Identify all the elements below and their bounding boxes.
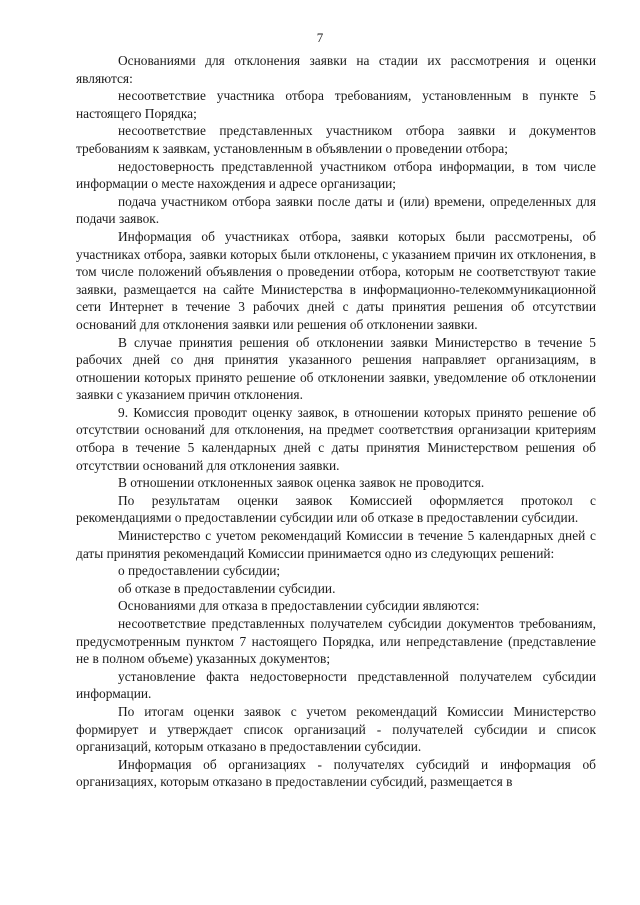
paragraph-recipients-publication: Информация об организациях - получателях субсидий и информация об организациях, которым отказано в предоставлении субсидий, размещается в <box>76 756 596 790</box>
paragraph-rejection-ground-4: подача участником отбора заявки после даты и (или) времени, определенных для подачи заявок. <box>76 193 596 227</box>
paragraph-ministry-decision: Министерство с учетом рекомендаций Комиссии в течение 5 календарных дней с даты принятия рекомендаций Комиссии принимается одно из следующих решений: <box>76 528 596 561</box>
paragraph-no-evaluation: В отношении отклоненных заявок оценка заявок не проводится. <box>118 475 485 491</box>
paragraph-rejection-grounds-intro: Основаниями для отклонения заявки на стадии их рассмотрения и оценки являются: <box>76 53 596 86</box>
paragraph-refusal-ground-1: несоответствие представленных получателем субсидии документов требованиям, предусмотренным пунктом 7 настоящего Порядка, или непредставление (представление не в полном объеме) указанных документов; <box>76 616 596 667</box>
paragraph-protocol: По результатам оценки заявок Комиссией оформляется протокол с рекомендациями о предоставлении субсидии или об отказе в предоставлении субсидии. <box>76 492 596 526</box>
paragraph-section-9: 9. Комиссия проводит оценку заявок, в отношении которых принято решение об отсутствии оснований для отклонения, на предмет соответствия организации критериям отбора в течение 5 календарных дней с даты принятия Министерством решения об отсутствии оснований для отклонения заявки. <box>76 404 596 473</box>
paragraph-decision-grant: о предоставлении субсидии; <box>118 563 281 579</box>
paragraph-rejection-notice: В случае принятия решения об отклонении заявки Министерство в течение 5 рабочих дней со дня принятия указанного решения направляет организациям, в отношении которых принято решение об отклонении заявки, уведомление об отклонении заявки с указанием причин отклонения. <box>76 334 596 403</box>
paragraph-recipients-list: По итогам оценки заявок с учетом рекомендаций Комиссии Министерство формирует и утверждает список организаций - получателей субсидии и список организаций, которым отказано в предоставлении субсидии. <box>76 703 596 755</box>
paragraph-publication-info: Информация об участниках отбора, заявки которых были рассмотрены, об участниках отбора, заявки которых были отклонены, с указанием причин их отклонения, в том числе положений объявления о проведении отбора, которым не соответствуют такие заявки, размещается на сайте Министерства в информационно-телекоммуникационной сети Интернет в течение 3 рабочих дней с даты принятия решения об отсутствии оснований для отклонения заявки или решения об отклонении заявки. <box>76 228 596 332</box>
paragraph-rejection-ground-2: несоответствие представленных участником отбора заявки и документов требованиям к заявкам, установленным в объявлении о проведении отбора; <box>76 123 596 156</box>
document-body <box>76 52 596 791</box>
paragraph-refusal-ground-2: установление факта недостоверности представленной получателем субсидии информации. <box>76 668 596 702</box>
paragraph-decision-refuse: об отказе в предоставлении субсидии. <box>118 580 336 596</box>
paragraph-refusal-grounds-intro: Основаниями для отказа в предоставлении субсидии являются: <box>118 598 480 614</box>
page-number: 7 <box>316 30 324 45</box>
paragraph-rejection-ground-3: недостоверность представленной участником отбора информации, в том числе информации о месте нахождения и адресе организации; <box>76 158 596 192</box>
paragraph-rejection-ground-1: несоответствие участника отбора требованиям, установленным в пункте 5 настоящего Порядка; <box>76 88 596 121</box>
